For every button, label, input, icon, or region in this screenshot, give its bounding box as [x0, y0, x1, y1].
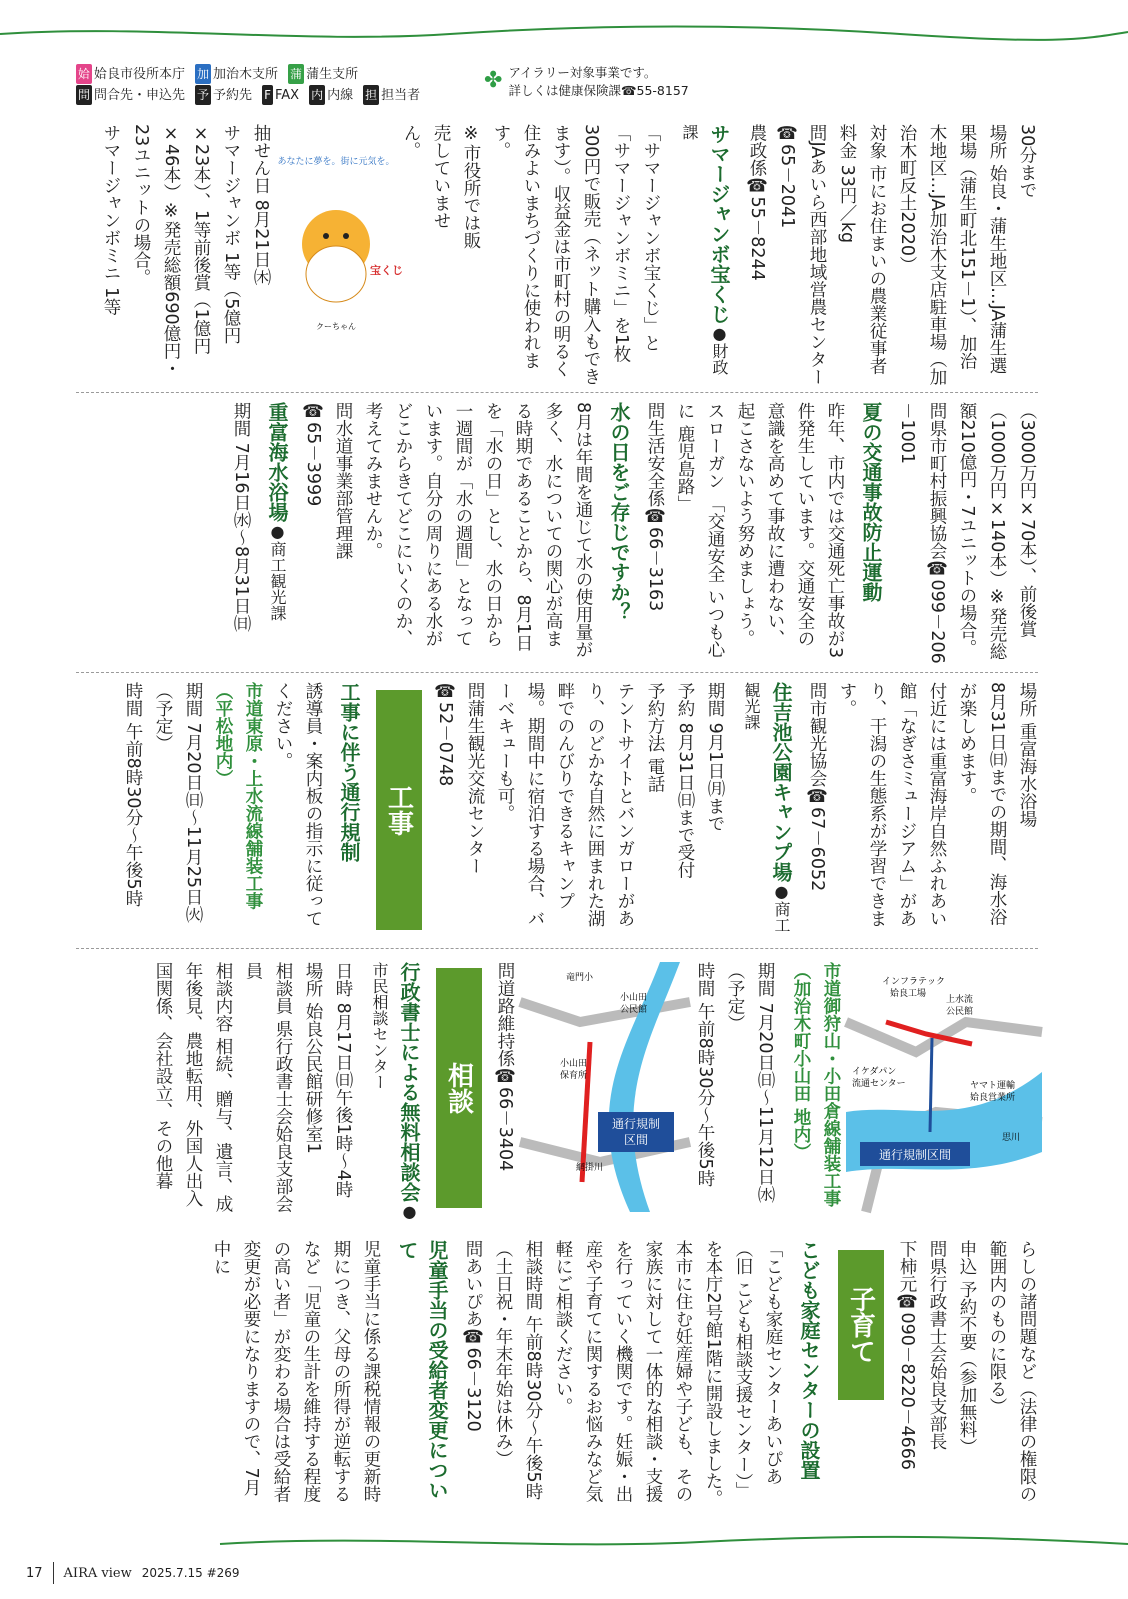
b3-camp-period: 期間 9月1日㈪まで: [705, 682, 725, 833]
b4-cat-spacer: [430, 962, 490, 1224]
b3-road-work1-time: 時間 午前8時30分～午後5時: [123, 682, 143, 908]
road-work2-title: 市道御狩山・小田倉線舗装工事（加治木町小山田 地内）: [791, 962, 841, 1207]
b3-beach-period: 8月31日㈰までの期間、海水浴が楽しめます。: [957, 682, 1007, 926]
b3-beach-museum: 付近には重富海岸自然ふれあい館「なぎさミュージアム」があり、干潟の生態系が学習できます。: [837, 682, 947, 927]
band-3: [76, 682, 1042, 940]
legend-fax: [262, 85, 299, 106]
camp-dept: ●商工観光課: [742, 682, 791, 933]
b1-text-30min: 30分まで: [1017, 124, 1037, 199]
divider-1: [76, 392, 1038, 393]
b3-road-work1: [208, 682, 268, 940]
legend-person: [363, 85, 420, 106]
map2-label5: 保育所: [560, 1071, 588, 1081]
map1-label7: ヤマト運輸: [970, 1081, 1016, 1091]
b5-consult-apply: 申込 予約不要（参加無料）: [957, 1240, 977, 1456]
b2-slogan: スローガン 「交通安全 いつも心に 鹿児島路」: [675, 402, 725, 659]
consult-title: 行政書士による無料相談会: [397, 962, 421, 1202]
map1-label5: イケダパン: [852, 1067, 897, 1077]
b2-beach-heading: [256, 402, 298, 664]
airally-line2: 詳しくは健康保険課☎55-8157: [508, 83, 689, 98]
map2-label6: 網掛川: [576, 1163, 604, 1173]
legend-aira-mark: 姶: [76, 64, 92, 84]
b3-camp-method: 予約方法 電話: [645, 682, 665, 793]
b5-cat-spacer: [830, 1240, 892, 1512]
b3-road-heading: [328, 682, 370, 940]
b5-consult-cont: らしの諸問題など（法律の権限の範囲内のものに限る）: [987, 1240, 1037, 1503]
legend-reserve-mark: 予: [195, 85, 211, 105]
map1-label9: 思川: [1002, 1133, 1021, 1143]
b4-consult-member: 相談員 県行政書士会姶良支部会員: [243, 962, 293, 1213]
family-center-title: こども家庭センターの設置: [797, 1240, 821, 1480]
map1-label6: 流通センター: [852, 1079, 906, 1089]
footer-divider: [53, 1562, 54, 1584]
band-5: [76, 1240, 1042, 1512]
airally-line1: アイラリー対象事業です。: [508, 65, 657, 80]
legend: [76, 64, 420, 106]
b2-traffic-heading: [850, 402, 892, 664]
legend-fax-label: FAX: [274, 88, 300, 103]
mascot-label: 宝くじ: [370, 264, 403, 277]
airally-note: [484, 64, 689, 100]
map2-label3: 公民館: [620, 1005, 648, 1015]
b5-contact-gyosei-tel: 下柿元☎090－8220－4666: [897, 1240, 917, 1470]
b3-contact-tourism: 問市観光協会☎67－6052: [807, 682, 827, 892]
footer: [26, 1562, 240, 1584]
b3-camp-body: テントサイトとバンガローがあり、のどかな自然に囲まれた湖畔でのんびりできるキャンプ場。期間中に宿泊する場合、バーベキューも可。: [495, 682, 635, 927]
legend-kamo: [288, 64, 358, 85]
b3-road-work1-period: 期間 7月20日㈰～11月25日㈫（予定）: [153, 682, 203, 924]
map2-label2: 小山田: [620, 993, 648, 1003]
legend-person-label: 担当者: [381, 88, 421, 103]
map1-label4: 公民館: [946, 1007, 974, 1017]
legend-contact-mark: 問: [76, 85, 92, 105]
b5-allowance-body: 児童手当に係る課税情報の更新時期につき、父母の所得が逆転するなど「児童の生計を維持する程度の高い者」が変わる場合は受給者変更が必要になりますので、7月中に: [211, 1240, 381, 1503]
b2-contact-kyokai: 問県市町村振興協会☎099－206－1001: [897, 402, 947, 664]
b3-beach-place: 場所 重富海水浴場: [1017, 682, 1037, 828]
b4-consult-date: 日時 8月17日㈰午後1時～4時: [333, 962, 353, 1199]
beach-title: 重富海水浴場: [265, 402, 289, 522]
b4-consult-heading: [358, 962, 430, 1224]
b3-camp-reserve: 予約 8月31日㈰まで受付: [675, 682, 695, 879]
b2-water-body: 8月は年間を通じて水の使用量が多く、水についての関心が高まる時期であることから、8月1日を「水の日」とし、水の日から一週間が「水の週間」となっています。自分の周りにある水がどこからきてどこにいくのか、考えてみませんか。: [363, 402, 593, 659]
b2-contact-safety: 問生活安全係☎66－3163: [645, 402, 665, 612]
b2-beach-period: 期間 7月16日㈬～8月31日㈰: [231, 402, 251, 632]
map1-label1: インフラテック: [882, 977, 946, 987]
b1-contact-ja: 問JAあいら西部地域営農センター☎65－2041: [777, 124, 827, 386]
b5-contact-gyosei: 問県行政書士会始良支部長: [927, 1240, 947, 1450]
b2-tel-water: ☎65－3999: [303, 402, 323, 507]
map2-badge2: 区間: [623, 1133, 649, 1147]
camp-title: 住吉池公園キャンプ場: [769, 682, 793, 882]
category-consult: 相談: [436, 968, 482, 1208]
bottom-wave-border: [0, 1530, 1128, 1554]
b2-traffic-body: 昨年、市内では交通死亡事故が3件発生しています。交通安全の意識を高めて事故に遭わない、起こさないよう努めましょう。: [735, 402, 845, 659]
legend-kajiki: [195, 64, 278, 85]
road-work1-title: 市道東原・上水流線舗装工事（平松地内）: [213, 682, 263, 910]
beach-dept: ●商工観光課: [268, 522, 287, 621]
issue-date: 2025.7.15 #269: [141, 1566, 240, 1580]
allowance-title: 児童手当の受給者変更について: [395, 1240, 449, 1500]
map1-label3: 上水流: [946, 995, 974, 1005]
band-1: [76, 124, 1042, 386]
b4-consult-place: 場所 始良公民館研修室1: [303, 962, 323, 1154]
b5-center-heading: [788, 1240, 830, 1512]
b2-contact-water: 問水道事業部管理課: [333, 402, 353, 560]
b4-road-work2-time: 時間 午前8時30分～午後5時: [695, 962, 715, 1188]
map2-label4: 小山田: [560, 1059, 588, 1069]
b5-contact-aipia: 問あいぴあ☎66－3120: [463, 1240, 483, 1432]
b1-mini-prize: サマージャンボミニ 1等: [101, 124, 121, 316]
water-day-title: 水の日をご存じですか？: [607, 402, 631, 622]
band-4: [76, 962, 1042, 1224]
category-childcare: 子育て: [838, 1250, 884, 1400]
legend-kamo-label: 蒲生支所: [306, 67, 359, 82]
b3-road-instruction: 誘導員・案内板の指示に従ってください。: [273, 682, 323, 927]
b1-body: 「サマージャンボ宝くじ」と「サマージャンボミニ」を1枚300円で販売（ネット購入もできます）。収益金は市町村の明るく住みよいまちづくりに使われます。: [491, 124, 661, 385]
clover-icon: ✤: [484, 68, 503, 93]
legend-aira: [76, 64, 185, 85]
page-number: 17: [26, 1565, 43, 1581]
legend-contact-label: 問合先・申込先: [94, 88, 186, 103]
b1-contact-nosei: 農政係☎55－8244: [747, 124, 767, 281]
b2-mini-prize-cont: （3000万円×70本）、前後賞（1000万円×140本）※発売総額210億円・7ユニットの場合。: [957, 402, 1037, 660]
b4-road-work2-period: 期間 7月20日㈰～11月12日㈬（予定）: [725, 962, 775, 1204]
takarakuji-mascot-image: [276, 124, 403, 344]
b5-center-hours: 相談時間 午前8時30分～午後5時（土日祝・年末年始は休み）: [493, 1240, 543, 1501]
mascot-caption: あなたに夢を。街に元気を。: [277, 157, 395, 167]
consult-dept: ●市民相談センター: [370, 962, 419, 1221]
b1-fee: 料金 33円／kg: [837, 124, 857, 244]
mascot-name: クーちゃん: [316, 322, 356, 331]
b1-lottery-date: 抽せん日 8月21日㈭: [251, 124, 271, 286]
b5-center-body: 「こども家庭センターあいぴあ（旧 こども相談支援センター）」を本庁2号館1階に開設しました。本市に住む妊産婦や子ども、その家族に対して一体的な相談・支援を行っていく機関です。妊娠・出産や子育てに関するお悩みなど気軽にご相談ください。: [553, 1240, 783, 1508]
road-rule-title: 工事に伴う通行規制: [337, 682, 361, 862]
b3-tel-kamo: ☎52－0748: [435, 682, 455, 787]
summer-jumbo-dept: ●財政課: [680, 124, 729, 375]
summer-jumbo-title: サマージャンボ宝くじ: [707, 124, 731, 324]
legend-contact: [76, 85, 185, 106]
b1-jumbo-prize: サマージャンボ 1等（5億円×23本）、1等前後賞（1億円×46本）※発売総額690億円・23ユニットの場合。: [131, 124, 241, 378]
map1-label2: 姶良工場: [890, 989, 927, 999]
traffic-safety-title: 夏の交通事故防止運動: [859, 402, 883, 602]
b4-contact-road: 問道路維持係☎66－3404: [495, 962, 515, 1172]
map2-badge1: 通行規制: [611, 1117, 661, 1131]
category-construction: 工事: [376, 690, 422, 930]
b5-allowance-heading: [386, 1240, 458, 1512]
legend-reserve: [195, 85, 252, 106]
b1-place: 場所 始良・蒲生地区…JA蒲生選果場（蒲生町北151－1）、加治木地区…JA加治木支店駐車場（加治木町反土2020）: [897, 124, 1007, 386]
legend-ext-mark: 内: [309, 85, 325, 105]
magazine-name: AIRA view: [63, 1565, 132, 1581]
top-wave-border: [0, 22, 1128, 46]
map-oyamada-road: [846, 962, 1042, 1212]
legend-kajiki-mark: 加: [195, 64, 211, 84]
b4-consult-content: 相談内容 相続、贈与、遺言、成年後見、農地転用、外国人出入国関係、会社設立、その他暮: [153, 962, 233, 1213]
map1-label8: 姶良営業所: [970, 1093, 1016, 1103]
b3-contact-kamo: 問蒲生観光交流センター: [465, 682, 485, 875]
legend-aira-label: 姶良市役所本庁: [94, 67, 186, 82]
b1-note: ※市役所では販売していません。: [401, 124, 481, 249]
legend-person-mark: 担: [363, 85, 379, 105]
band-2: [76, 402, 1042, 664]
legend-kajiki-label: 加治木支所: [213, 67, 279, 82]
b1-target: 対象 市にお住まいの農業従事者: [867, 124, 887, 375]
legend-fax-mark: F: [262, 85, 273, 105]
divider-3: [76, 948, 1038, 949]
b3-camp-heading: [730, 682, 802, 940]
legend-reserve-label: 予約先: [213, 88, 253, 103]
legend-ext: [309, 85, 353, 106]
map2-label1: 竜門小: [566, 973, 594, 983]
legend-ext-label: 内線: [327, 88, 354, 103]
b3-cat-spacer: [370, 682, 430, 940]
b4-road-work2: [786, 962, 846, 1224]
b2-water-heading: [598, 402, 640, 664]
map1-badge: 通行規制区間: [878, 1148, 952, 1162]
map-oyamada-area: [520, 962, 690, 1212]
divider-2: [76, 672, 1038, 673]
b1-heading: [666, 124, 742, 386]
legend-kamo-mark: 蒲: [288, 64, 304, 84]
